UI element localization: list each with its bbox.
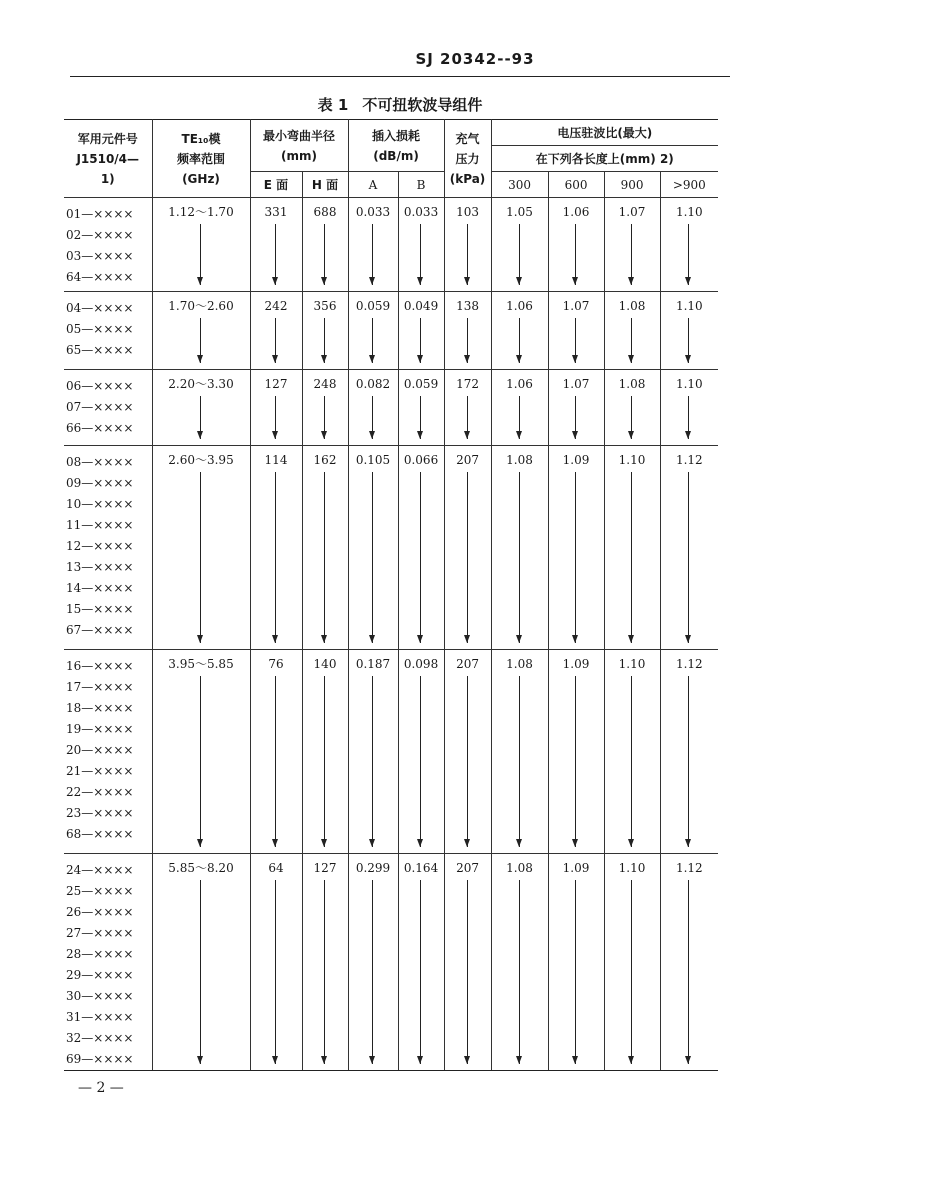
bend-radius-e-value: 127: [264, 377, 288, 391]
same-as-above-arrow-icon: [631, 224, 632, 285]
bend-radius-h-cell: [302, 370, 348, 446]
frequency-range-cell: [152, 198, 250, 292]
same-as-above-arrow-icon: [275, 676, 276, 847]
bend-radius-e-value: 114: [264, 453, 288, 467]
frequency-range-cell: [152, 370, 250, 446]
frequency-range-cell: [152, 446, 250, 650]
header-vswr-lengths: 在下列各长度上(mm) 2): [491, 146, 718, 172]
loss-b-value: 0.049: [403, 299, 439, 313]
same-as-above-arrow-icon: [631, 676, 632, 847]
part-number: 32—××××: [66, 1031, 134, 1045]
table-row: [64, 198, 718, 292]
loss-b-cell: [398, 292, 444, 370]
header-frequency: [152, 120, 250, 198]
bend-radius-h-value: 140: [313, 657, 337, 671]
part-number: 19—××××: [66, 722, 134, 736]
pressure-value: 207: [456, 861, 479, 875]
same-as-above-arrow-icon: [575, 880, 576, 1064]
header-h-plane: H 面: [302, 172, 348, 198]
table-row: [64, 446, 718, 650]
frequency-range-value: 2.20～3.30: [168, 377, 234, 391]
part-numbers-cell: [64, 650, 152, 854]
part-numbers-cell: [64, 854, 152, 1071]
table-row: [64, 854, 718, 1071]
same-as-above-arrow-icon: [324, 880, 325, 1064]
same-as-above-arrow-icon: [519, 880, 520, 1064]
vswr-300-value: 1.06: [506, 377, 533, 391]
header-insertion-loss-unit: (dB/m): [373, 148, 419, 163]
same-as-above-arrow-icon: [420, 880, 421, 1064]
same-as-above-arrow-icon: [275, 472, 276, 643]
same-as-above-arrow-icon: [372, 224, 373, 285]
bend-radius-e-cell: [250, 198, 302, 292]
part-number: 14—××××: [66, 581, 134, 595]
vswr-900-value: 1.07: [618, 205, 646, 219]
table-row: [64, 292, 718, 370]
pressure-cell: [444, 198, 491, 292]
pressure-cell: [444, 854, 491, 1071]
vswr-300-cell: [491, 370, 548, 446]
header-part-no: [64, 120, 152, 198]
bend-radius-h-value: 688: [313, 205, 337, 219]
loss-a-value: 0.105: [355, 453, 391, 467]
part-number: 31—××××: [66, 1010, 134, 1024]
vswr-300-value: 1.08: [506, 861, 533, 875]
same-as-above-arrow-icon: [420, 318, 421, 363]
vswr-over-900-value: 1.12: [675, 861, 703, 875]
vswr-900-cell: [604, 198, 660, 292]
part-number: 28—××××: [66, 947, 134, 961]
same-as-above-arrow-icon: [467, 396, 468, 439]
pressure-value: 172: [456, 377, 479, 391]
part-number: 25—××××: [66, 884, 134, 898]
part-number: 69—××××: [66, 1052, 134, 1066]
same-as-above-arrow-icon: [200, 224, 201, 285]
frequency-range-value: 2.60～3.95: [168, 453, 234, 467]
pressure-value: 207: [456, 453, 479, 467]
same-as-above-arrow-icon: [519, 396, 520, 439]
same-as-above-arrow-icon: [372, 880, 373, 1064]
same-as-above-arrow-icon: [631, 396, 632, 439]
same-as-above-arrow-icon: [200, 880, 201, 1064]
part-number: 64—××××: [66, 270, 134, 284]
vswr-over-900-value: 1.12: [675, 657, 703, 671]
table-head: [64, 120, 718, 198]
vswr-600-value: 1.09: [562, 453, 590, 467]
page-header: SJ 20342--93: [415, 50, 535, 68]
header-pressure-line: 压力: [455, 151, 480, 166]
same-as-above-arrow-icon: [519, 472, 520, 643]
same-as-above-arrow-icon: [275, 224, 276, 285]
part-number: 13—××××: [66, 560, 134, 574]
header-length-900: 900: [604, 172, 660, 198]
vswr-300-cell: [491, 854, 548, 1071]
part-number: 30—××××: [66, 989, 134, 1003]
same-as-above-arrow-icon: [467, 318, 468, 363]
bend-radius-h-value: 356: [313, 299, 337, 313]
same-as-above-arrow-icon: [275, 396, 276, 439]
part-number: 05—××××: [66, 322, 134, 336]
table-row: [64, 370, 718, 446]
loss-b-value: 0.066: [403, 453, 439, 467]
part-numbers-cell: [64, 292, 152, 370]
table-number: 表 1: [317, 96, 349, 114]
vswr-900-value: 1.10: [618, 453, 646, 467]
same-as-above-arrow-icon: [420, 676, 421, 847]
part-number: 66—××××: [66, 421, 134, 435]
header-pressure: [444, 120, 491, 198]
vswr-900-cell: [604, 292, 660, 370]
part-number: 12—××××: [66, 539, 134, 553]
part-number: 09—××××: [66, 476, 134, 490]
frequency-range-value: 5.85～8.20: [168, 861, 234, 875]
header-loss-a: A: [348, 172, 398, 198]
same-as-above-arrow-icon: [200, 472, 201, 643]
part-number: 27—××××: [66, 926, 134, 940]
same-as-above-arrow-icon: [575, 396, 576, 439]
vswr-900-value: 1.08: [618, 377, 646, 391]
same-as-above-arrow-icon: [688, 676, 689, 847]
vswr-over-900-value: 1.10: [675, 205, 703, 219]
loss-a-cell: [348, 650, 398, 854]
part-number: 29—××××: [66, 968, 134, 982]
loss-a-value: 0.299: [355, 861, 391, 875]
same-as-above-arrow-icon: [372, 472, 373, 643]
header-bend-radius-label: 最小弯曲半径: [263, 128, 336, 143]
bend-radius-h-cell: [302, 198, 348, 292]
same-as-above-arrow-icon: [372, 318, 373, 363]
same-as-above-arrow-icon: [324, 676, 325, 847]
same-as-above-arrow-icon: [372, 676, 373, 847]
loss-b-cell: [398, 854, 444, 1071]
loss-a-cell: [348, 854, 398, 1071]
same-as-above-arrow-icon: [519, 318, 520, 363]
header-e-plane: E 面: [250, 172, 302, 198]
same-as-above-arrow-icon: [575, 472, 576, 643]
vswr-300-value: 1.08: [506, 657, 533, 671]
vswr-over-900-value: 1.10: [675, 377, 703, 391]
bend-radius-h-value: 248: [313, 377, 337, 391]
same-as-above-arrow-icon: [631, 318, 632, 363]
part-number: 23—××××: [66, 806, 134, 820]
vswr-900-value: 1.08: [618, 299, 646, 313]
same-as-above-arrow-icon: [324, 224, 325, 285]
bend-radius-e-cell: [250, 446, 302, 650]
loss-a-value: 0.082: [355, 377, 391, 391]
part-numbers-cell: [64, 446, 152, 650]
part-number: 02—××××: [66, 228, 134, 242]
part-number: 08—××××: [66, 455, 134, 469]
part-number: 16—××××: [66, 659, 134, 673]
pressure-cell: [444, 650, 491, 854]
header-part-no-line: 1): [100, 171, 115, 186]
header-length-300: 300: [491, 172, 548, 198]
part-number: 22—××××: [66, 785, 134, 799]
vswr-300-value: 1.06: [506, 299, 533, 313]
vswr-900-value: 1.10: [618, 657, 646, 671]
header-vswr: 电压驻波比(最大): [491, 120, 718, 146]
header-loss-b: B: [398, 172, 444, 198]
same-as-above-arrow-icon: [631, 880, 632, 1064]
vswr-300-cell: [491, 292, 548, 370]
loss-b-cell: [398, 650, 444, 854]
vswr-600-cell: [548, 446, 604, 650]
same-as-above-arrow-icon: [275, 880, 276, 1064]
same-as-above-arrow-icon: [324, 396, 325, 439]
same-as-above-arrow-icon: [688, 880, 689, 1064]
part-number: 06—××××: [66, 379, 134, 393]
same-as-above-arrow-icon: [688, 224, 689, 285]
same-as-above-arrow-icon: [275, 318, 276, 363]
vswr-over-900-cell: [660, 198, 718, 292]
bend-radius-h-value: 127: [313, 861, 337, 875]
vswr-900-cell: [604, 854, 660, 1071]
part-number: 03—××××: [66, 249, 134, 263]
loss-b-value: 0.098: [403, 657, 439, 671]
loss-a-cell: [348, 370, 398, 446]
vswr-600-cell: [548, 370, 604, 446]
part-number: 15—××××: [66, 602, 134, 616]
same-as-above-arrow-icon: [688, 472, 689, 643]
vswr-over-900-cell: [660, 292, 718, 370]
part-number: 17—××××: [66, 680, 134, 694]
part-number: 07—××××: [66, 400, 134, 414]
header-bend-radius-unit: (mm): [281, 148, 317, 163]
vswr-300-cell: [491, 446, 548, 650]
header-pressure-line: 充气: [455, 131, 480, 146]
same-as-above-arrow-icon: [200, 676, 201, 847]
bend-radius-h-cell: [302, 854, 348, 1071]
header-length-600: 600: [548, 172, 604, 198]
loss-a-cell: [348, 198, 398, 292]
vswr-over-900-cell: [660, 854, 718, 1071]
vswr-600-value: 1.09: [562, 861, 590, 875]
vswr-900-cell: [604, 446, 660, 650]
part-number: 18—××××: [66, 701, 134, 715]
part-number: 68—××××: [66, 827, 134, 841]
same-as-above-arrow-icon: [575, 676, 576, 847]
bend-radius-e-cell: [250, 650, 302, 854]
header-part-no-line: 军用元件号: [77, 131, 138, 146]
header-frequency-line: (GHz): [182, 171, 220, 186]
same-as-above-arrow-icon: [467, 676, 468, 847]
same-as-above-arrow-icon: [519, 676, 520, 847]
bend-radius-e-cell: [250, 292, 302, 370]
bend-radius-h-cell: [302, 650, 348, 854]
bend-radius-e-value: 242: [264, 299, 288, 313]
vswr-300-cell: [491, 198, 548, 292]
pressure-cell: [444, 292, 491, 370]
same-as-above-arrow-icon: [420, 396, 421, 439]
vswr-300-cell: [491, 650, 548, 854]
bend-radius-h-cell: [302, 446, 348, 650]
vswr-300-value: 1.08: [506, 453, 533, 467]
header-insertion-loss: [348, 120, 444, 172]
header-part-no-line: J1510/4—: [76, 151, 140, 166]
frequency-range-value: 1.12～1.70: [168, 205, 234, 219]
header-insertion-loss-label: 插入损耗: [372, 128, 421, 143]
same-as-above-arrow-icon: [688, 318, 689, 363]
vswr-600-cell: [548, 854, 604, 1071]
part-number: 65—××××: [66, 343, 134, 357]
same-as-above-arrow-icon: [631, 472, 632, 643]
vswr-over-900-cell: [660, 650, 718, 854]
vswr-900-value: 1.10: [618, 861, 646, 875]
bend-radius-e-value: 64: [268, 861, 284, 875]
same-as-above-arrow-icon: [467, 224, 468, 285]
loss-b-value: 0.033: [403, 205, 439, 219]
part-number: 04—××××: [66, 301, 134, 315]
vswr-900-cell: [604, 370, 660, 446]
vswr-600-cell: [548, 650, 604, 854]
table-caption: [0, 94, 800, 115]
same-as-above-arrow-icon: [200, 396, 201, 439]
vswr-600-cell: [548, 198, 604, 292]
part-number: 24—××××: [66, 863, 134, 877]
part-number: 11—××××: [66, 518, 134, 532]
frequency-range-cell: [152, 292, 250, 370]
header-frequency-line: 频率范围: [176, 151, 225, 166]
frequency-range-value: 1.70～2.60: [168, 299, 234, 313]
vswr-over-900-value: 1.10: [675, 299, 703, 313]
same-as-above-arrow-icon: [575, 224, 576, 285]
same-as-above-arrow-icon: [200, 318, 201, 363]
vswr-900-cell: [604, 650, 660, 854]
pressure-cell: [444, 370, 491, 446]
vswr-300-value: 1.05: [506, 205, 533, 219]
vswr-600-value: 1.07: [562, 299, 590, 313]
vswr-600-value: 1.06: [562, 205, 590, 219]
part-numbers-cell: [64, 370, 152, 446]
bend-radius-e-value: 331: [264, 205, 288, 219]
pressure-value: 207: [456, 657, 479, 671]
same-as-above-arrow-icon: [420, 224, 421, 285]
part-number: 26—××××: [66, 905, 134, 919]
spec-table: [64, 119, 718, 1071]
vswr-600-cell: [548, 292, 604, 370]
vswr-600-value: 1.07: [562, 377, 590, 391]
header-pressure-line: (kPa): [449, 171, 486, 186]
pressure-value: 138: [456, 299, 479, 313]
loss-b-cell: [398, 370, 444, 446]
part-number: 10—××××: [66, 497, 134, 511]
same-as-above-arrow-icon: [519, 224, 520, 285]
part-number: 21—××××: [66, 764, 134, 778]
page-number: — 2 —: [78, 1080, 124, 1096]
pressure-value: 103: [456, 205, 479, 219]
loss-a-value: 0.033: [355, 205, 391, 219]
header-bend-radius: [250, 120, 348, 172]
header-length-over-900: >900: [660, 172, 718, 198]
vswr-600-value: 1.09: [562, 657, 590, 671]
frequency-range-cell: [152, 854, 250, 1071]
same-as-above-arrow-icon: [420, 472, 421, 643]
same-as-above-arrow-icon: [324, 318, 325, 363]
same-as-above-arrow-icon: [467, 472, 468, 643]
table-body: [64, 198, 718, 1071]
header-rule: [70, 76, 730, 77]
part-number: 20—××××: [66, 743, 134, 757]
table-row: [64, 650, 718, 854]
header-frequency-line: TE₁₀模: [181, 131, 221, 146]
part-number: 67—××××: [66, 623, 134, 637]
loss-b-cell: [398, 446, 444, 650]
same-as-above-arrow-icon: [575, 318, 576, 363]
same-as-above-arrow-icon: [324, 472, 325, 643]
frequency-range-value: 3.95～5.85: [168, 657, 234, 671]
same-as-above-arrow-icon: [467, 880, 468, 1064]
loss-a-cell: [348, 292, 398, 370]
loss-a-value: 0.059: [355, 299, 391, 313]
bend-radius-e-cell: [250, 854, 302, 1071]
same-as-above-arrow-icon: [688, 396, 689, 439]
bend-radius-h-value: 162: [313, 453, 337, 467]
bend-radius-e-cell: [250, 370, 302, 446]
loss-a-cell: [348, 446, 398, 650]
pressure-cell: [444, 446, 491, 650]
vswr-over-900-value: 1.12: [675, 453, 703, 467]
frequency-range-cell: [152, 650, 250, 854]
loss-b-cell: [398, 198, 444, 292]
table-title: 不可扭软波导组件: [362, 96, 483, 114]
bend-radius-h-cell: [302, 292, 348, 370]
loss-b-value: 0.164: [403, 861, 439, 875]
loss-a-value: 0.187: [355, 657, 391, 671]
part-numbers-cell: [64, 198, 152, 292]
vswr-over-900-cell: [660, 446, 718, 650]
part-number: 01—××××: [66, 207, 134, 221]
same-as-above-arrow-icon: [372, 396, 373, 439]
vswr-over-900-cell: [660, 370, 718, 446]
bend-radius-e-value: 76: [268, 657, 284, 671]
loss-b-value: 0.059: [403, 377, 439, 391]
